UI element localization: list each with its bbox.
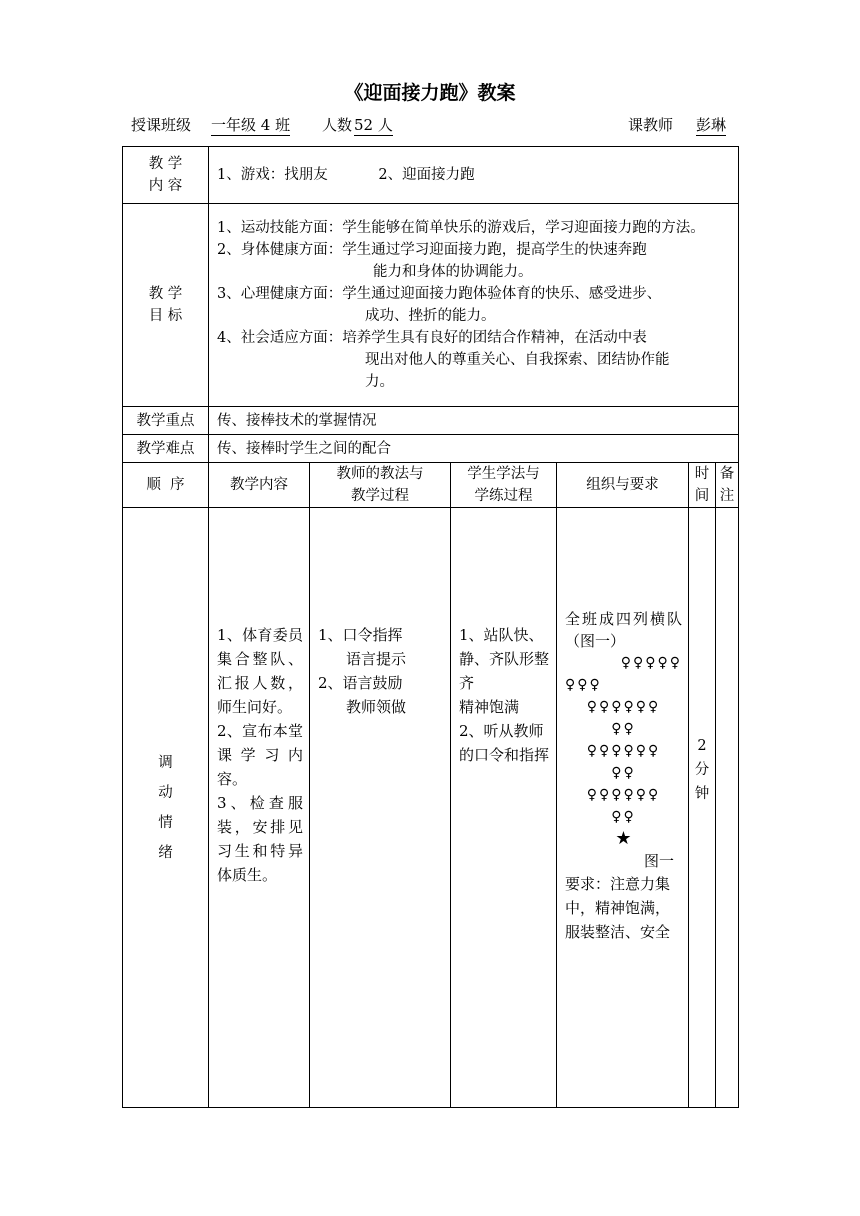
goal-row <box>123 204 739 407</box>
header-teacher-line-1: 教师的教法与 <box>336 466 424 482</box>
section-content <box>209 508 310 1108</box>
header-teacher-line-2: 教学过程 <box>351 488 409 504</box>
section-row <box>123 508 739 1108</box>
key-text: 传、接棒技术的掌握情况 <box>209 407 739 435</box>
formation-row: ♀♀♀♀♀♀ <box>586 787 661 803</box>
page-title: 《迎面接力跑》教案 <box>344 82 516 104</box>
teacher-label: 课教师 <box>628 116 674 134</box>
key-row <box>123 407 739 435</box>
header-note-line-2: 注 <box>719 488 735 504</box>
goal-3-cont: 成功、挫折的能力。 <box>365 308 496 324</box>
figure-label: 图一 <box>643 852 674 870</box>
teacher-item: 语言提示 <box>346 650 407 668</box>
student-item: 1、站队快、静、齐队形整齐 <box>459 626 550 692</box>
section-teacher <box>310 508 451 1108</box>
goal-4-end: 力。 <box>365 374 394 390</box>
header-content: 教学内容 <box>209 463 310 508</box>
content-label-line-1: 教 学 <box>148 156 183 172</box>
class-info <box>131 114 739 136</box>
count-label: 人数 <box>322 116 353 134</box>
goal-2-cont: 能力和身体的协调能力。 <box>373 264 533 280</box>
goal-3: 3、心理健康方面：学生通过迎面接力跑体验体育的快乐、感受进步、 <box>217 286 662 302</box>
section-name <box>123 508 209 1108</box>
section-name-char: 动 <box>158 784 173 801</box>
formation-row: ♀♀♀♀♀♀ <box>586 743 661 759</box>
goal-1: 1、运动技能方面：学生能够在简单快乐的游戏后，学习迎面接力跑的方法。 <box>217 220 705 236</box>
difficulty-text: 传、接棒时学生之间的配合 <box>209 435 739 463</box>
count-value: 52 人 <box>354 116 393 134</box>
header-order: 顺 序 <box>123 463 209 508</box>
difficulty-label: 教学难点 <box>123 435 209 463</box>
formation-row: ♀♀ <box>611 765 636 781</box>
teacher-item: 2、语言鼓励 <box>318 674 403 692</box>
student-item: 2、听从教师的口令和指挥 <box>459 722 550 764</box>
content-item: 3、检查服装，安排见习生和特异体质生。 <box>217 794 303 884</box>
time-char: 钟 <box>694 786 710 802</box>
header-note-line-1: 备 <box>719 466 735 482</box>
section-name-char: 情 <box>158 814 173 831</box>
section-time <box>689 508 716 1108</box>
section-note <box>716 508 739 1108</box>
content-label <box>123 147 209 204</box>
lesson-plan-table <box>122 146 739 1108</box>
section-name-char: 调 <box>158 754 173 771</box>
header-org: 组织与要求 <box>557 463 689 508</box>
header-row <box>123 463 739 508</box>
teacher-item: 1、口令指挥 <box>318 626 403 644</box>
goal-label-line-2: 目 标 <box>148 308 183 324</box>
header-time-line-1: 时 <box>694 466 710 482</box>
header-time <box>689 463 716 508</box>
class-value: 一年级 4 班 <box>211 116 291 134</box>
header-time-line-2: 间 <box>694 488 710 504</box>
student-item: 精神饱满 <box>459 698 520 716</box>
goal-2: 2、身体健康方面：学生通过学习迎面接力跑，提高学生的快速奔跑 <box>217 242 647 258</box>
key-label: 教学重点 <box>123 407 209 435</box>
header-student-line-2: 学练过程 <box>474 488 533 504</box>
content-label-line-2: 内 容 <box>148 178 183 194</box>
formation-row: ♀♀♀♀♀♀ <box>586 699 661 715</box>
formation-row: ♀♀♀♀♀ <box>620 655 682 671</box>
content-row <box>123 147 739 204</box>
formation-row: ♀♀♀ <box>565 677 602 693</box>
org-intro: 全班成四列横队（图一） <box>565 610 682 650</box>
goal-label-line-1: 教 学 <box>148 286 183 302</box>
difficulty-row <box>123 435 739 463</box>
header-student-line-1: 学生学法与 <box>467 466 540 482</box>
formation-row: ♀♀ <box>611 721 636 737</box>
teacher-value: 彭琳 <box>696 116 727 134</box>
section-org <box>557 508 689 1108</box>
header-teacher <box>310 463 451 508</box>
teacher-item: 教师领做 <box>346 698 407 716</box>
header-note <box>716 463 739 508</box>
header-student <box>451 463 557 508</box>
content-text: 1、游戏：找朋友 2、迎面接力跑 <box>209 147 739 204</box>
goal-label <box>123 204 209 407</box>
content-item: 1、体育委员集合整队、汇报人数，师生问好。 <box>217 626 303 716</box>
time-char: 分 <box>694 762 710 778</box>
class-label: 授课班级 <box>131 116 192 134</box>
goal-4-cont: 现出对他人的尊重关心、自我探索、团结协作能 <box>365 352 670 368</box>
goal-text <box>209 204 739 407</box>
content-item: 2、宣布本堂课学习内容。 <box>217 722 303 788</box>
section-student <box>451 508 557 1108</box>
time-char: 2 <box>697 738 707 754</box>
teacher-star-icon: ★ <box>615 828 632 849</box>
goal-4: 4、社会适应方面：培养学生具有良好的团结合作精神，在活动中表 <box>217 330 647 346</box>
formation-row: ♀♀ <box>611 809 636 825</box>
org-requirement: 要求：注意力集中，精神饱满，服装整洁、安全 <box>565 875 671 941</box>
formation-diagram <box>565 652 682 850</box>
section-name-char: 绪 <box>158 844 173 861</box>
